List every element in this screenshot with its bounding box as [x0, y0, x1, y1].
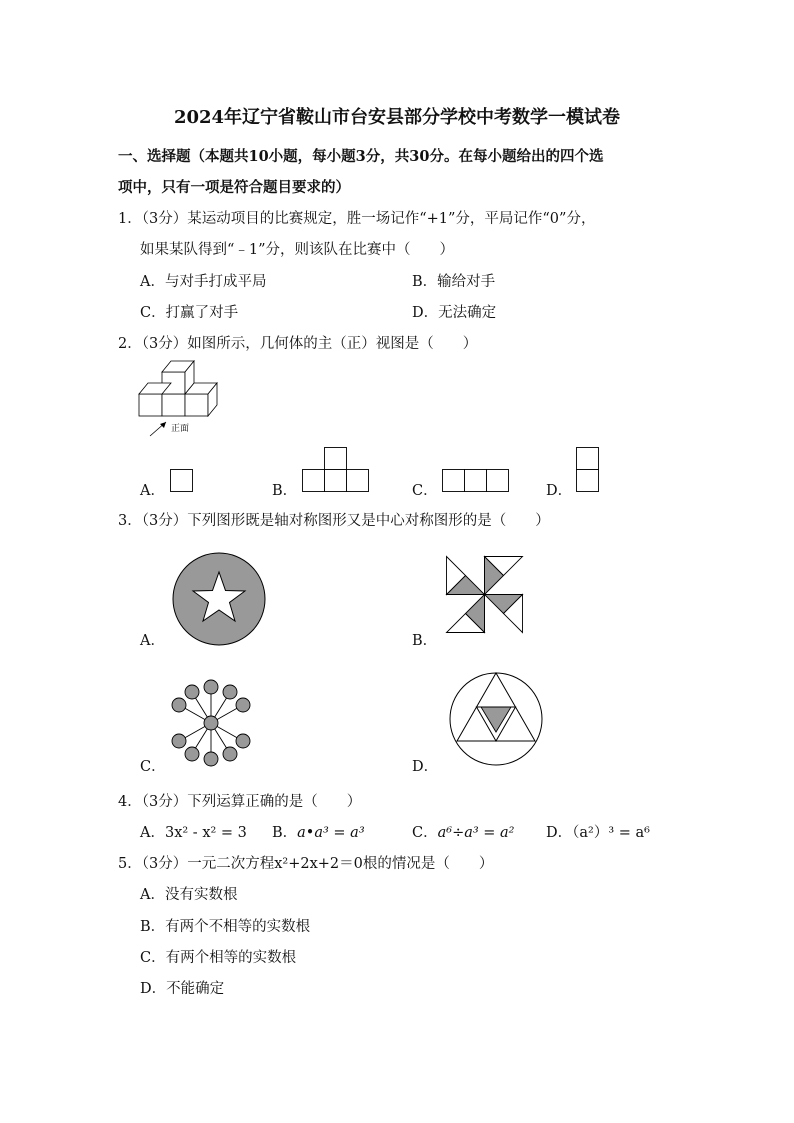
q4-option-a-label: A．: [140, 825, 165, 841]
q2-front-label: 正面: [171, 424, 190, 434]
q5-option-b: B．有两个不相等的实数根: [140, 919, 311, 935]
page-title: 2024年辽宁省鞍山市台安县部分学校中考数学一模试卷: [173, 107, 621, 128]
q3-option-c-label: C．: [140, 759, 166, 775]
q4-option-d: [546, 821, 650, 842]
q2-option-a-label: A．: [140, 483, 165, 499]
q5-option-a: A．没有实数根: [140, 887, 238, 903]
q2-option-d-label: D．: [546, 483, 573, 499]
q4-option-a: [140, 821, 247, 842]
q2-option-a-figure: [170, 469, 194, 493]
q1-option-c: C．打赢了对手: [140, 305, 239, 321]
q3-option-c-figure: [166, 678, 256, 768]
q3-option-d-figure: [449, 672, 545, 768]
q5-option-c: C．有两个相等的实数根: [140, 950, 297, 966]
q4-option-b-label: B．: [272, 825, 298, 841]
q3-option-b-label: B．: [412, 633, 438, 649]
q4-option-b-expr: a•a³ = a³: [297, 825, 365, 841]
q2-option-c-label: C．: [412, 483, 438, 499]
q2-option-d-figure: [576, 447, 600, 493]
q4-option-c-expr: a⁶÷a³ = a²: [437, 825, 515, 841]
q4-option-b: [272, 821, 365, 842]
section-header-line1: 一、选择题（本题共10小题，每小题3分，共30分。在每小题给出的四个选: [118, 148, 604, 165]
q1-stem-line1: 1．（3分）某运动项目的比赛规定，胜一场记作“+1”分，平局记作“0”分，: [118, 211, 596, 227]
q1-option-a: A．与对手打成平局: [140, 274, 267, 290]
q2-option-b-label: B．: [272, 483, 298, 499]
q3-option-a-figure: [172, 552, 268, 648]
q3-option-a-label: A．: [140, 633, 165, 649]
q1-stem-line2: 如果某队得到“﹣1”分，则该队在比赛中（ ）: [140, 242, 455, 258]
q4-option-a-expr: 3x² - x² = 3: [164, 825, 247, 841]
q4-option-c: [412, 821, 515, 842]
q5-option-d: D．不能确定: [140, 981, 225, 997]
q4-option-c-label: C．: [412, 825, 438, 841]
q3-option-b-figure: [446, 556, 526, 636]
q5-stem: 5．（3分）一元二次方程x²+2x+2＝0根的情况是（ ）: [118, 856, 494, 872]
q1-option-b: B．输给对手: [412, 274, 496, 290]
q4-option-d-label: D．: [546, 825, 573, 841]
q2-option-b-figure: [302, 447, 372, 493]
q2-option-c-figure: [442, 469, 512, 493]
q4-option-d-expr: （a²）³ = a⁶: [572, 825, 650, 841]
q3-option-d-label: D．: [412, 759, 439, 775]
q2-stem: 2．（3分）如图所示，几何体的主（正）视图是（ ）: [118, 336, 478, 352]
q1-option-d: D．无法确定: [412, 305, 497, 321]
section-header-line2: 项中，只有一项是符合题目要求的）: [118, 179, 350, 196]
q3-stem: 3．（3分）下列图形既是轴对称图形又是中心对称图形的是（ ）: [118, 513, 550, 529]
q4-stem: 4．（3分）下列运算正确的是（ ）: [118, 794, 362, 810]
